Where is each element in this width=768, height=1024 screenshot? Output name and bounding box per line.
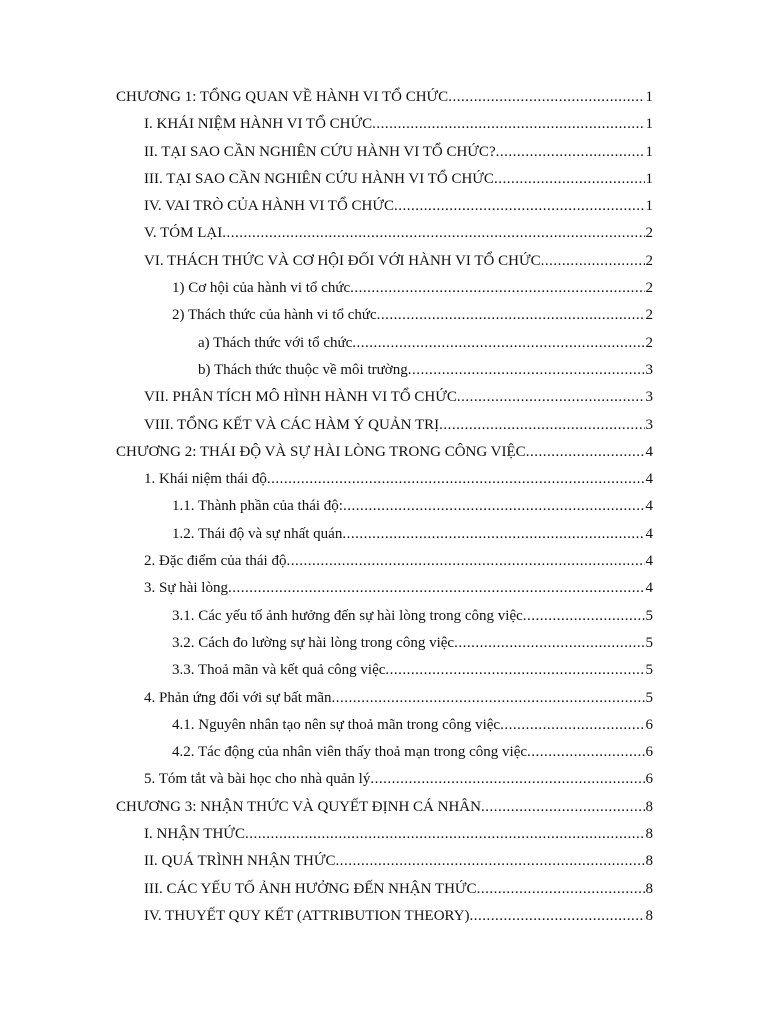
toc-entry-page-number: 2 <box>645 334 653 351</box>
toc-entry-title: II. QUÁ TRÌNH NHẬN THỨC <box>144 853 336 870</box>
toc-entry-title: a) Thách thức với tổ chức <box>198 334 353 351</box>
toc-dot-leader <box>523 603 645 630</box>
toc-dot-leader <box>343 493 645 520</box>
toc-entry[interactable] <box>116 848 653 875</box>
toc-entry-title: CHƯƠNG 3: NHẬN THỨC VÀ QUYẾT ĐỊNH CÁ NHÂN <box>116 798 481 815</box>
toc-entry[interactable] <box>116 794 653 821</box>
toc-entry[interactable] <box>116 248 653 275</box>
toc-entry-page-number: 8 <box>645 853 653 870</box>
toc-entry[interactable] <box>116 903 653 930</box>
toc-dot-leader <box>527 739 644 766</box>
toc-entry-title: III. CÁC YẾU TỐ ẢNH HƯỞNG ĐẾN NHẬN THỨC <box>144 880 477 897</box>
toc-dot-leader <box>408 357 645 384</box>
toc-entry[interactable] <box>116 630 653 657</box>
toc-dot-leader <box>439 412 644 439</box>
toc-entry-title: III. TẠI SAO CẦN NGHIÊN CỨU HÀNH VI TỔ CHỨC <box>144 170 494 187</box>
toc-entry-page-number: 5 <box>645 607 653 624</box>
toc-dot-leader <box>342 521 644 548</box>
toc-entry-title: 5. Tóm tắt và bài học cho nhà quản lý <box>144 771 371 788</box>
toc-entry-title: VIII. TỔNG KẾT VÀ CÁC HÀM Ý QUẢN TRỊ <box>144 416 440 433</box>
toc-entry[interactable] <box>116 493 653 520</box>
toc-entry[interactable] <box>116 712 653 739</box>
toc-entry-page-number: 1 <box>645 170 653 187</box>
toc-entry[interactable] <box>116 166 653 193</box>
toc-entry-page-number: 2 <box>645 280 653 297</box>
toc-entry[interactable] <box>116 876 653 903</box>
toc-dot-leader <box>470 903 645 930</box>
toc-entry-page-number: 6 <box>645 744 653 761</box>
toc-dot-leader <box>448 84 644 111</box>
toc-entry-title: 1.2. Thái độ và sự nhất quán <box>172 525 343 542</box>
toc-entry-page-number: 4 <box>645 525 653 542</box>
toc-entry[interactable] <box>116 521 653 548</box>
toc-entry-page-number: 1 <box>645 89 653 105</box>
toc-dot-leader <box>286 548 644 575</box>
toc-entry[interactable] <box>116 111 653 138</box>
toc-entry-title: I. NHẬN THỨC <box>144 826 245 843</box>
toc-entry-page-number: 8 <box>645 798 653 815</box>
toc-entry[interactable] <box>116 84 653 111</box>
toc-dot-leader <box>336 848 645 875</box>
toc-entry-page-number: 5 <box>645 689 653 706</box>
toc-entry-title: V. TÓM LẠI <box>144 225 223 242</box>
toc-entry-title: CHƯƠNG 1: TỔNG QUAN VỀ HÀNH VI TỔ CHỨC <box>116 89 449 105</box>
toc-dot-leader <box>454 630 644 657</box>
toc-dot-leader <box>394 193 644 220</box>
toc-entry-page-number: 4 <box>645 471 653 488</box>
toc-dot-leader <box>526 439 645 466</box>
toc-entry-title: II. TẠI SAO CẦN NGHIÊN CỨU HÀNH VI TỔ CHỨC? <box>144 143 496 160</box>
toc-dot-leader <box>245 821 645 848</box>
toc-dot-leader <box>494 166 645 193</box>
toc-entry-title: 1) Cơ hội của hành vi tổ chức <box>172 280 351 297</box>
toc-entry[interactable] <box>116 357 653 384</box>
toc-entry-title: 3.2. Cách đo lường sự hài lòng trong công việc <box>172 634 455 651</box>
toc-entry-page-number: 2 <box>645 307 653 324</box>
toc-entry[interactable] <box>116 603 653 630</box>
toc-entry[interactable] <box>116 466 653 493</box>
toc-dot-leader <box>222 220 644 247</box>
toc-dot-leader <box>350 275 644 302</box>
toc-dot-leader <box>457 384 645 411</box>
toc-entry-title: b) Thách thức thuộc về môi trường <box>198 361 408 378</box>
toc-entry-title: 3. Sự hài lòng <box>144 580 228 597</box>
toc-dot-leader <box>477 876 645 903</box>
toc-entry[interactable] <box>116 220 653 247</box>
toc-entry[interactable] <box>116 575 653 602</box>
toc-entry-page-number: 1 <box>645 116 653 133</box>
toc-entry[interactable] <box>116 275 653 302</box>
toc-entry[interactable] <box>116 412 653 439</box>
toc-entry[interactable] <box>116 302 653 329</box>
toc-entry-page-number: 5 <box>645 634 653 651</box>
toc-entry-title: 1.1. Thành phần của thái độ: <box>172 498 343 515</box>
toc-entry-title: 3.3. Thoả mãn và kết quả công việc <box>172 662 386 679</box>
toc-entry-title: 2) Thách thức của hành vi tổ chức <box>172 307 377 324</box>
toc-entry-page-number: 2 <box>645 252 653 269</box>
toc-dot-leader <box>372 111 644 138</box>
toc-dot-leader <box>228 575 645 602</box>
toc-entry[interactable] <box>116 821 653 848</box>
toc-entry-page-number: 5 <box>645 662 653 679</box>
toc-entry-title: IV. VAI TRÒ CỦA HÀNH VI TỔ CHỨC <box>144 198 395 215</box>
toc-entry-page-number: 4 <box>645 498 653 515</box>
toc-entry-title: 4. Phản ứng đối với sự bất mãn <box>144 689 332 706</box>
table-of-contents <box>116 84 653 930</box>
toc-entry[interactable] <box>116 193 653 220</box>
toc-dot-leader <box>352 330 644 357</box>
toc-entry-page-number: 8 <box>645 880 653 897</box>
toc-dot-leader <box>541 248 645 275</box>
toc-entry[interactable] <box>116 384 653 411</box>
toc-dot-leader <box>370 766 644 793</box>
toc-entry-page-number: 3 <box>645 416 653 433</box>
toc-entry-title: CHƯƠNG 2: THÁI ĐỘ VÀ SỰ HÀI LÒNG TRONG CÔNG VIỆC <box>116 443 526 460</box>
toc-entry-title: 4.1. Nguyên nhân tạo nên sự thoả mãn trong công việc <box>172 716 501 733</box>
toc-entry-title: 2. Đặc điểm của thái độ <box>144 553 287 570</box>
toc-entry[interactable] <box>116 330 653 357</box>
toc-entry-page-number: 3 <box>645 361 653 378</box>
toc-entry-page-number: 2 <box>645 225 653 242</box>
toc-entry[interactable] <box>116 548 653 575</box>
toc-entry-page-number: 4 <box>645 553 653 570</box>
toc-dot-leader <box>385 657 644 684</box>
toc-entry-page-number: 1 <box>645 198 653 215</box>
toc-entry-page-number: 6 <box>645 771 653 788</box>
toc-entry[interactable] <box>116 766 653 793</box>
toc-dot-leader <box>267 466 645 493</box>
toc-dot-leader <box>500 712 644 739</box>
toc-entry-page-number: 8 <box>645 826 653 843</box>
toc-entry-title: VII. PHÂN TÍCH MÔ HÌNH HÀNH VI TỔ CHỨC <box>144 389 457 406</box>
toc-entry-page-number: 4 <box>645 443 653 460</box>
toc-entry-title: 4.2. Tác động của nhân viên thấy thoả mạn trong công việc <box>172 744 528 761</box>
toc-entry-title: I. KHÁI NIỆM HÀNH VI TỔ CHỨC <box>144 116 373 133</box>
toc-entry-title: VI. THÁCH THỨC VÀ CƠ HỘI ĐỐI VỚI HÀNH VI TỔ CHỨC <box>144 252 541 269</box>
toc-dot-leader <box>496 139 645 166</box>
toc-entry-title: 3.1. Các yếu tố ảnh hưởng đến sự hài lòng trong công việc <box>172 607 523 624</box>
toc-entry-page-number: 8 <box>645 907 653 924</box>
toc-entry-page-number: 6 <box>645 716 653 733</box>
toc-dot-leader <box>332 685 645 712</box>
toc-entry[interactable] <box>116 657 653 684</box>
toc-entry[interactable] <box>116 739 653 766</box>
toc-entry-title: 1. Khái niệm thái độ <box>144 471 267 488</box>
toc-dot-leader <box>481 794 645 821</box>
toc-entry[interactable] <box>116 439 653 466</box>
toc-entry[interactable] <box>116 139 653 166</box>
toc-entry-page-number: 3 <box>645 389 653 406</box>
toc-entry-page-number: 4 <box>645 580 653 597</box>
toc-entry[interactable] <box>116 685 653 712</box>
toc-dot-leader <box>377 302 645 329</box>
toc-entry-page-number: 1 <box>645 143 653 160</box>
toc-entry-title: IV. THUYẾT QUY KẾT (ATTRIBUTION THEORY) <box>144 907 470 924</box>
